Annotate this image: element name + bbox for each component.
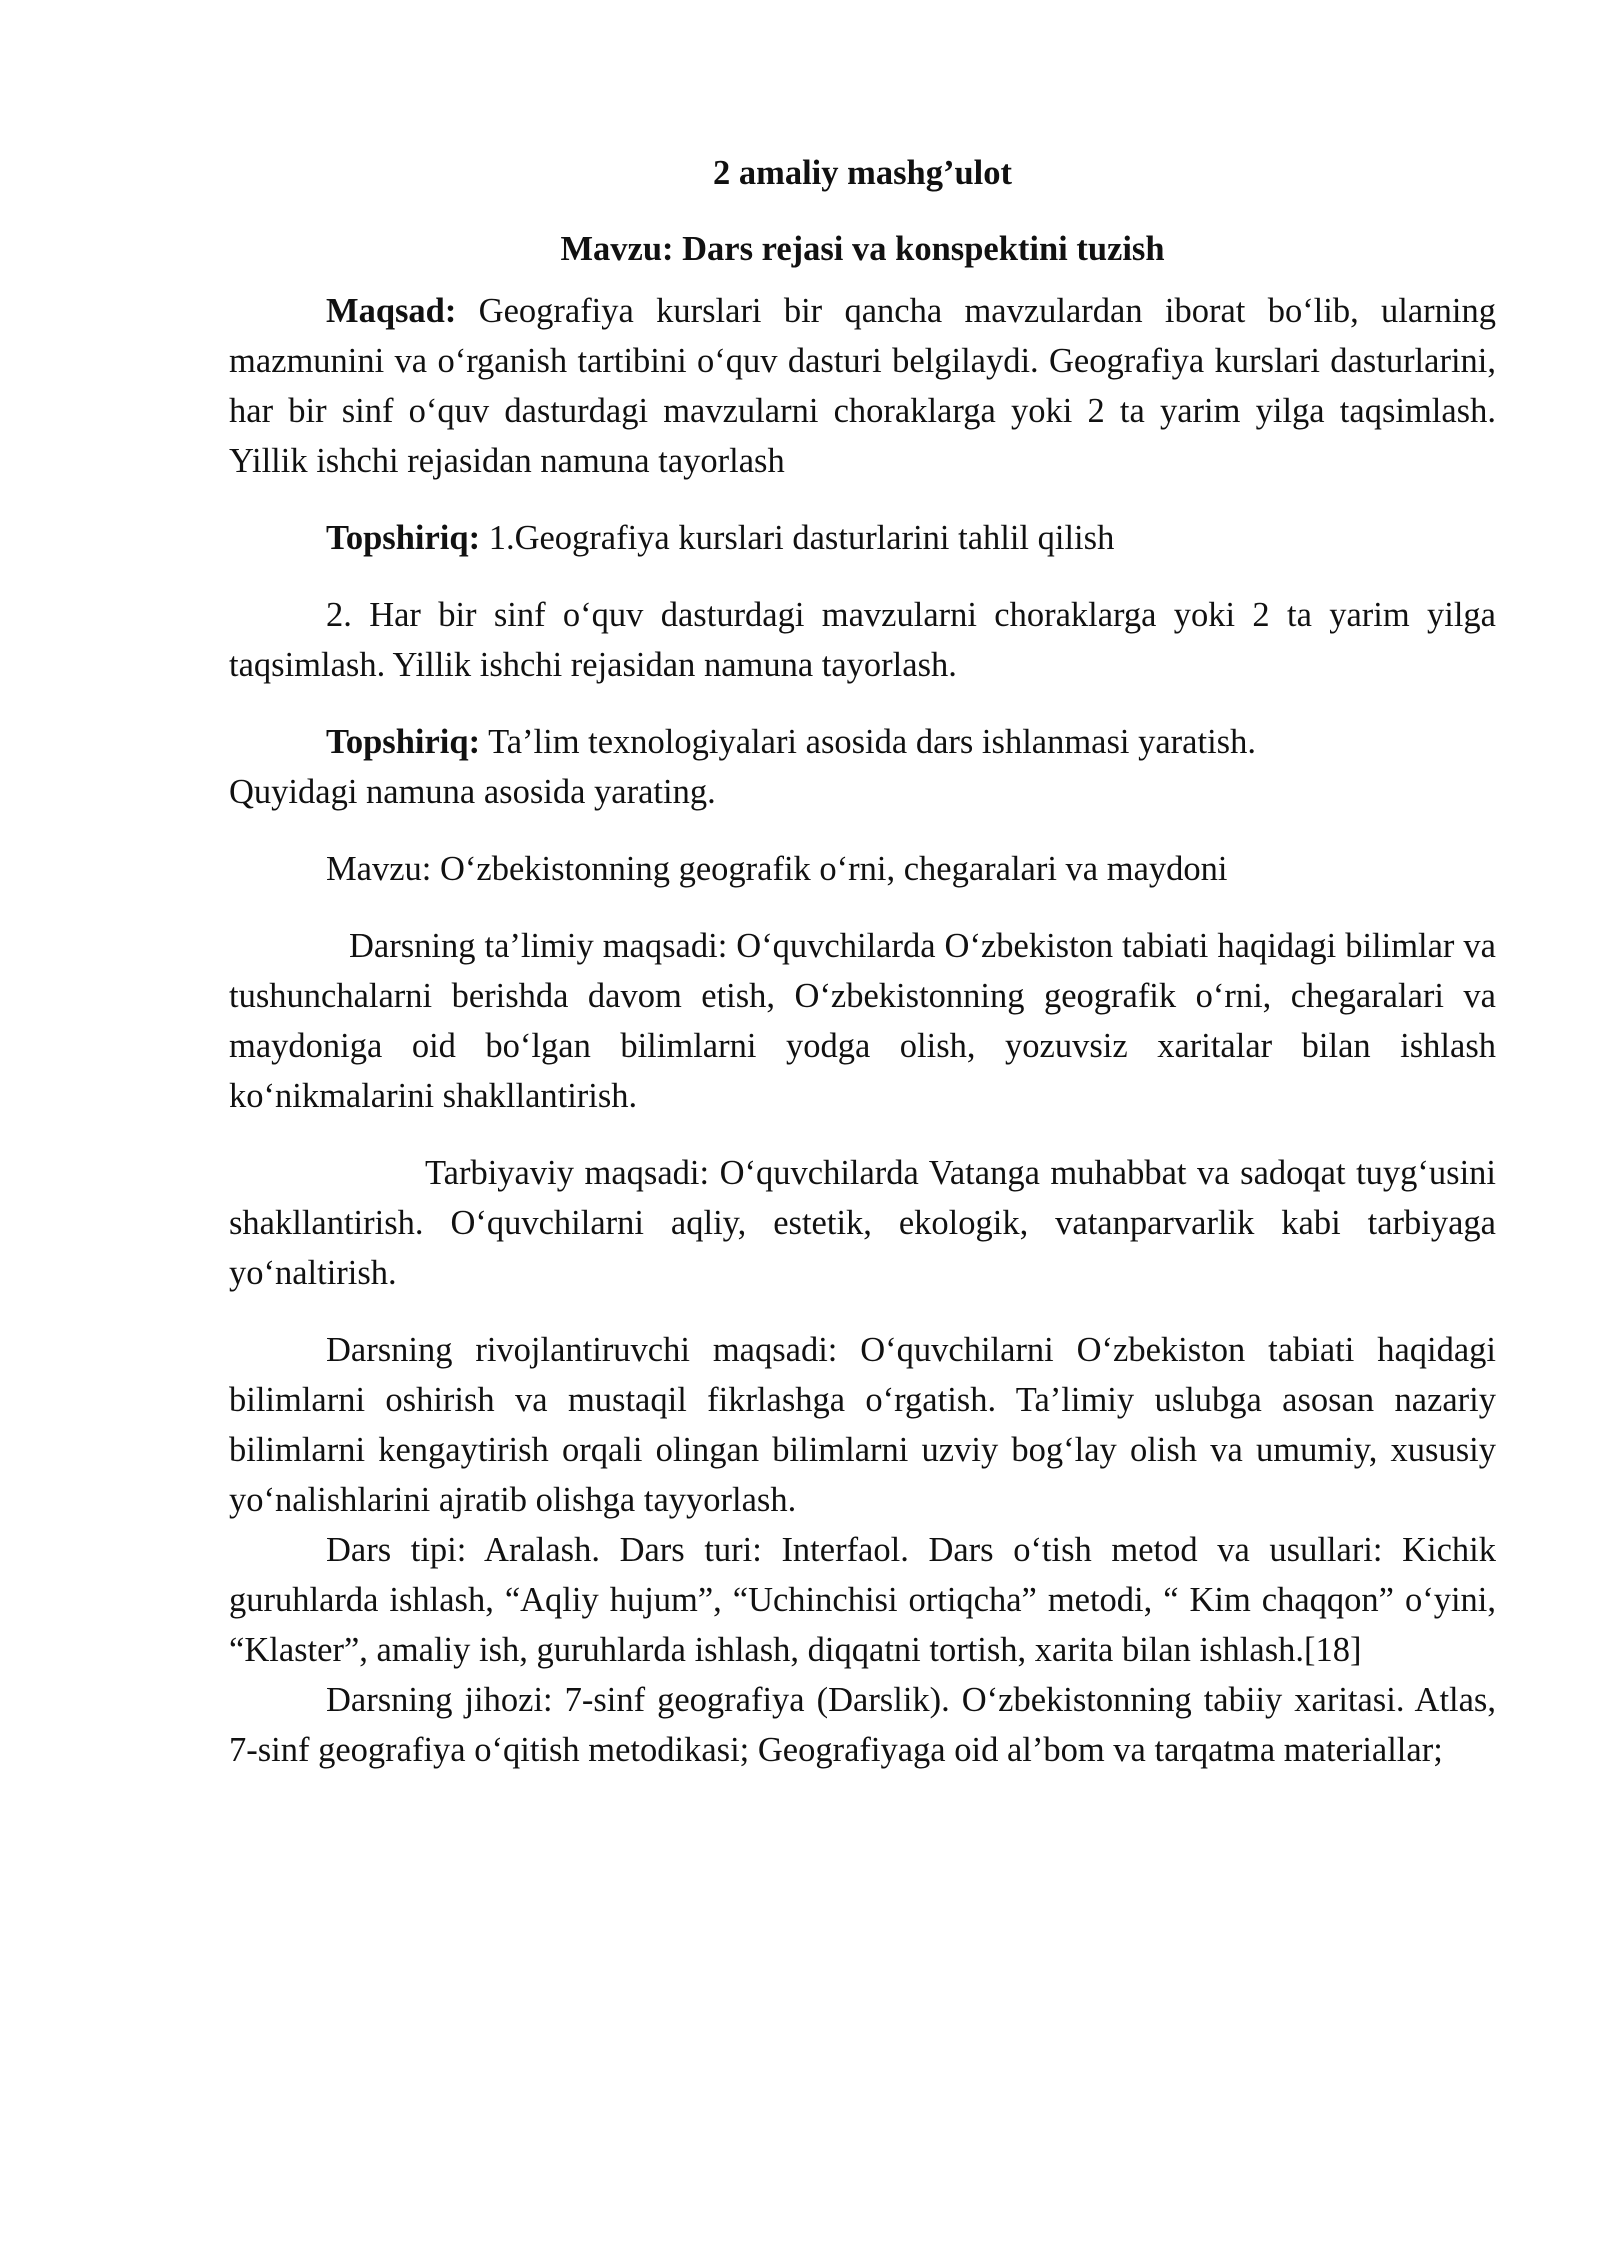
maqsad-text: Geografiya kurslari bir qancha mavzulardan iborat bo‘lib, ularning mazmunini va o‘rganish tartibini o‘quv dasturi belgilaydi. Geografiya kurslari dasturlarini, har bir sinf o‘quv dasturdagi mavzularni choraklarga yoki 2 ta yarim yilga taqsimlash. Yillik ishchi rejasidan namuna tayorlash [229,292,1496,480]
rivojlantiruvchi-maqsad-paragraph: Darsning rivojlantiruvchi maqsadi: O‘quvchilarni O‘zbekiston tabiati haqidagi bilimlarni oshirish va mustaqil fikrlashga o‘rgatish. Ta’limiy uslubga asosan nazariy bilimlarni kengaytirish orqali olingan bilimlarni uzviy bog‘lay olish va umumiy, xususiy yo‘nalishlarini ajratib olishga tayyorlash. [229,1331,1496,1519]
document-title: 2 amaliy mashg’ulot [712,154,1012,192]
topshiriq2-line2: Quyidagi namuna asosida yarating. [229,773,716,811]
topshiriq1-label: Topshiriq: [326,519,481,557]
document-subtitle: Mavzu: Dars rejasi va konspektini tuzish [560,230,1165,268]
document-page [229,148,1496,1775]
topshiriq1-item2: 2. Har bir sinf o‘quv dasturdagi mavzularni choraklarga yoki 2 ta yarim yilga taqsimlash. Yillik ishchi rejasidan namuna tayorlash. [229,596,1496,684]
maqsad-paragraph [229,286,1496,486]
dars-tipi-paragraph: Dars tipi: Aralash. Dars turi: Interfaol. Dars o‘tish metod va usullari: Kichik guruhlarda ishlash, “Aqliy hujum”, “Uchinchisi ortiqcha” metodi, “ Kim chaqqon” o‘yini, “Klaster”, amaliy ish, guruhlarda ishlash, diqqatni tortish, xarita bilan ishlash.[18] [229,1531,1496,1669]
talimiy-maqsad-paragraph: Darsning ta’limiy maqsadi: O‘quvchilarda O‘zbekiston tabiati haqidagi bilimlar va tushunchalarni berishda davom etish, O‘zbekistonning geografik o‘rni, chegaralari va maydoniga oid bo‘lgan bilimlarni yodga olish, yozuvsiz xaritalar bilan ishlash ko‘nikmalarini shakllantirish. [229,927,1496,1115]
topshiriq2-paragraph [229,717,1496,767]
tarbiyaviy-maqsad-paragraph: Tarbiyaviy maqsadi: O‘quvchilarda Vatanga muhabbat va sadoqat tuyg‘usini shakllantirish. O‘quvchilarni aqliy, estetik, ekologik, vatanparvarlik kabi tarbiyaga yo‘naltirish. [229,1154,1496,1292]
jihozi-paragraph: Darsning jihozi: 7-sinf geografiya (Darslik). O‘zbekistonning tabiiy xaritasi. Atlas, 7-sinf geografiya o‘qitish metodikasi; Geografiyaga oid al’bom va tarqatma materiallar; [229,1681,1496,1769]
maqsad-label: Maqsad: [326,292,457,330]
topshiriq2-text: Ta’lim texnologiyalari asosida dars ishlanmasi yaratish. [480,723,1256,761]
mavzu-line: Mavzu: O‘zbekistonning geografik o‘rni, chegaralari va maydoni [326,850,1228,888]
topshiriq1-text: 1.Geografiya kurslari dasturlarini tahlil qilish [480,519,1115,557]
topshiriq2-label: Topshiriq: [326,723,481,761]
topshiriq1-paragraph [229,513,1496,563]
